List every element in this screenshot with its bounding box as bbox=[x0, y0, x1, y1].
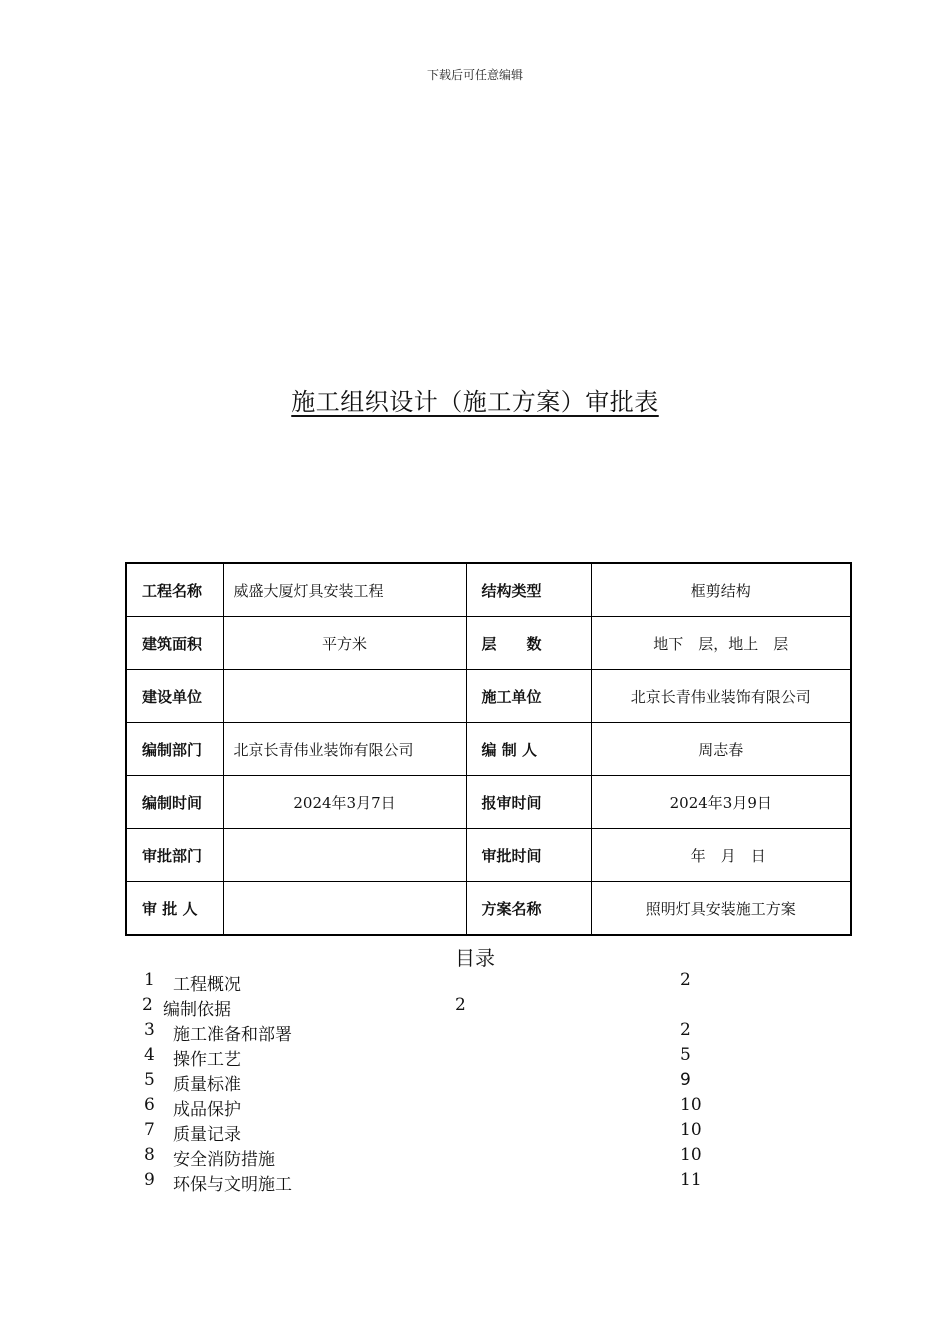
toc-item-page: 9 bbox=[680, 1070, 691, 1090]
toc-item-page: 2 bbox=[680, 1020, 691, 1040]
form-row-approver bbox=[126, 882, 851, 936]
toc-item-page: 10 bbox=[680, 1095, 702, 1115]
toc-item-label: 质量记录 bbox=[173, 1125, 241, 1145]
toc-item-label: 安全消防措施 bbox=[173, 1150, 275, 1170]
toc-item-page: 2 bbox=[455, 995, 466, 1015]
page-title: 施工组织设计（施工方案）审批表 bbox=[291, 388, 659, 416]
value-plan-name: 照明灯具安装施工方案 bbox=[591, 882, 851, 936]
label-building-area: 建筑面积 bbox=[126, 617, 223, 670]
toc-item-label: 成品保护 bbox=[173, 1100, 241, 1120]
form-row-project-name bbox=[126, 563, 851, 617]
toc-item[interactable] bbox=[0, 1145, 950, 1169]
toc-item-label: 操作工艺 bbox=[173, 1050, 241, 1070]
toc-item[interactable] bbox=[0, 1045, 950, 1069]
label-submit-date: 报审时间 bbox=[466, 776, 591, 829]
toc-item-number: 4 bbox=[144, 1045, 155, 1065]
label-contractor: 施工单位 bbox=[466, 670, 591, 723]
value-approval-date: 年 月 日 bbox=[591, 829, 851, 882]
toc-item-label: 施工准备和部署 bbox=[173, 1025, 292, 1045]
toc-item[interactable] bbox=[0, 1120, 950, 1144]
toc-title: 目录 bbox=[455, 946, 495, 970]
form-row-owner bbox=[126, 670, 851, 723]
label-floors: 层 数 bbox=[466, 617, 591, 670]
toc-item[interactable] bbox=[0, 1095, 950, 1119]
value-project-name: 威盛大厦灯具安装工程 bbox=[223, 563, 466, 617]
value-approval-dept bbox=[223, 829, 466, 882]
toc-item-page: 5 bbox=[680, 1045, 691, 1065]
form-row-building-area bbox=[126, 617, 851, 670]
toc-item-number: 7 bbox=[144, 1120, 155, 1140]
label-approval-date: 审批时间 bbox=[466, 829, 591, 882]
value-compile-dept: 北京长青伟业装饰有限公司 bbox=[223, 723, 466, 776]
label-compile-dept: 编制部门 bbox=[126, 723, 223, 776]
label-compiler: 编 制 人 bbox=[466, 723, 591, 776]
toc-item-label: 环保与文明施工 bbox=[173, 1175, 292, 1195]
toc-item-number: 8 bbox=[144, 1145, 155, 1165]
toc-item-label: 编制依据 bbox=[163, 1000, 231, 1020]
value-contractor: 北京长青伟业装饰有限公司 bbox=[591, 670, 851, 723]
toc-item-label: 工程概况 bbox=[173, 975, 241, 995]
form-row-approval-dept bbox=[126, 829, 851, 882]
label-project-name: 工程名称 bbox=[126, 563, 223, 617]
toc-item-page: 2 bbox=[680, 970, 691, 990]
toc-item[interactable] bbox=[0, 1020, 950, 1044]
label-approval-dept: 审批部门 bbox=[126, 829, 223, 882]
approval-form-table bbox=[125, 562, 852, 936]
value-building-area: 平方米 bbox=[223, 617, 466, 670]
value-floors: 地下 层，地上 层 bbox=[591, 617, 851, 670]
form-row-department bbox=[126, 723, 851, 776]
toc-item-number: 2 bbox=[142, 995, 153, 1015]
toc-item-label: 质量标准 bbox=[173, 1075, 241, 1095]
toc-item-page: 11 bbox=[680, 1170, 702, 1190]
toc-item[interactable] bbox=[0, 970, 950, 994]
label-plan-name: 方案名称 bbox=[466, 882, 591, 936]
toc-item-number: 3 bbox=[144, 1020, 155, 1040]
toc-item-number: 1 bbox=[144, 970, 155, 990]
value-approver bbox=[223, 882, 466, 936]
label-approver: 审 批 人 bbox=[126, 882, 223, 936]
toc-item[interactable] bbox=[0, 995, 950, 1019]
header-note: 下载后可任意编辑 bbox=[426, 68, 523, 82]
value-structure-type: 框剪结构 bbox=[591, 563, 851, 617]
form-row-dates bbox=[126, 776, 851, 829]
toc-item-page: 10 bbox=[680, 1145, 702, 1165]
value-submit-date: 2024年3月9日 bbox=[591, 776, 851, 829]
label-owner-unit: 建设单位 bbox=[126, 670, 223, 723]
toc-item[interactable] bbox=[0, 1070, 950, 1094]
toc-item-number: 5 bbox=[144, 1070, 155, 1090]
toc-item-number: 9 bbox=[144, 1170, 155, 1190]
toc-item-number: 6 bbox=[144, 1095, 155, 1115]
toc-item[interactable] bbox=[0, 1170, 950, 1194]
value-owner-unit bbox=[223, 670, 466, 723]
label-compile-date: 编制时间 bbox=[126, 776, 223, 829]
value-compile-date: 2024年3月7日 bbox=[223, 776, 466, 829]
value-compiler: 周志春 bbox=[591, 723, 851, 776]
label-structure-type: 结构类型 bbox=[466, 563, 591, 617]
toc-item-page: 10 bbox=[680, 1120, 702, 1140]
